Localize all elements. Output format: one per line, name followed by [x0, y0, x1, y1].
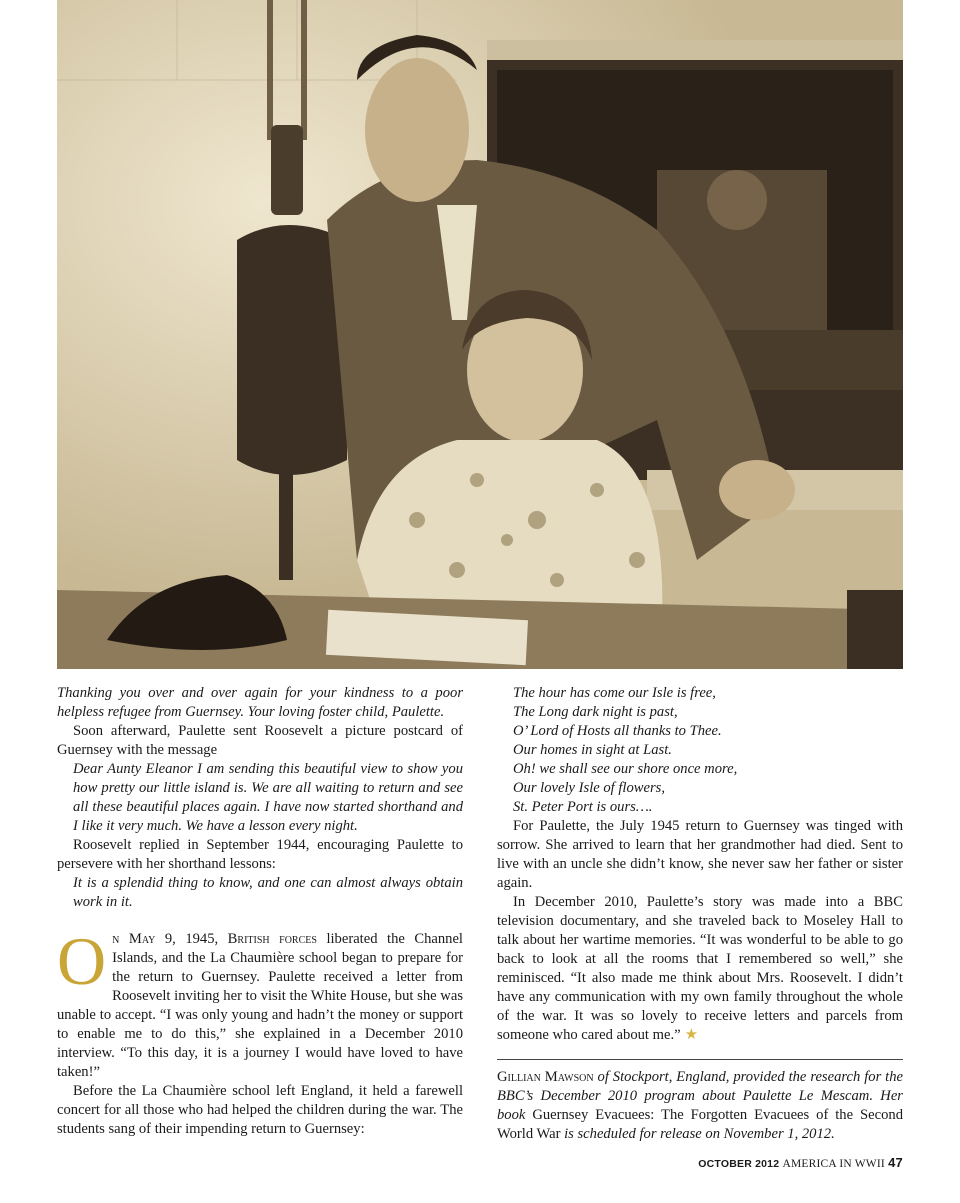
- para-liberation: [57, 923, 463, 1082]
- postcard-message: Dear Aunty Eleanor I am sending this beautiful view to show you how pretty our little island is. We are all waiting to return and see all these beautiful places again. I have now started shorthand and I like it very much. We have a lesson every night.: [73, 761, 463, 834]
- para-return: For Paulette, the July 1945 return to Guernsey was tinged with sorrow. She arrived to learn that her grandmother had died. Sent to live with an uncle she didn’t know, she never saw her father or sister again.: [497, 818, 903, 891]
- poem-line: St. Peter Port is ours….: [513, 799, 653, 815]
- page-number: 47: [888, 1155, 903, 1170]
- folio-month: OCTOBER 2012: [698, 1158, 780, 1170]
- left-column: [57, 684, 463, 1139]
- poem-line: The Long dark night is past,: [513, 704, 678, 720]
- photo-illustration: [57, 0, 903, 669]
- para-reply: Roosevelt replied in September 1944, encouraging Paulette to persevere with her shorthand lessons:: [57, 837, 463, 872]
- para-postcard: Soon afterward, Paulette sent Roosevelt a picture postcard of Guernsey with the message: [57, 723, 463, 758]
- letter-close: Thanking you over and over again for your kindness to a poor helpless refugee from Guernsey. Your loving foster child, Paulette.: [57, 685, 463, 720]
- archival-photo: [57, 0, 903, 669]
- bio-book-title: Guernsey Evacuees: The Forgotten Evacuees of the Second World War: [497, 1107, 903, 1142]
- poem-line: Our homes in sight at Last.: [513, 742, 672, 758]
- author-bio: [497, 1068, 903, 1144]
- poem-line: The hour has come our Isle is free,: [513, 685, 716, 701]
- folio-publication: AMERICA IN WWII: [782, 1158, 885, 1170]
- poem: [497, 684, 903, 817]
- page-folio: [698, 1155, 903, 1171]
- bio-text-2: is scheduled for release on November 1, 2012.: [560, 1126, 835, 1142]
- bio-divider: [497, 1059, 903, 1060]
- bio-author: Gillian Mawson: [497, 1069, 594, 1085]
- reply-quote: It is a splendid thing to know, and one can almost always obtain work in it.: [73, 875, 463, 910]
- lead-in: n May 9, 1945, British forces: [112, 931, 317, 947]
- para-bbc: [497, 893, 903, 1045]
- drop-cap: O: [57, 923, 107, 999]
- liberation-text: liberated the Channel Islands, and the La Chaumière school began to prepare for the return to Guernsey. Paulette received a letter from Roosevelt inviting her to visit the White House, but she was unable to accept. “I was only young and hadn’t the money or support to enable me to do this,” she explained in a December 2010 interview. “To this day, it is a journey I would have loved to have taken!”: [57, 931, 463, 1080]
- bio-text-1: of Stockport, England, provided the research for the BBC’s December 2010 program about Paulette Le Mescam. Her book: [497, 1069, 903, 1123]
- poem-line: Our lovely Isle of flowers,: [513, 780, 665, 796]
- right-column: [497, 684, 903, 1144]
- poem-line: O’ Lord of Hosts all thanks to Thee.: [513, 723, 722, 739]
- poem-line: Oh! we shall see our shore once more,: [513, 761, 738, 777]
- bbc-text: In December 2010, Paulette’s story was made into a BBC television documentary, and she traveled back to Moseley Hall to talk about her wartime memories. “It was wonderful to be able to go back to look at all the rooms that I remembered so well,” she reminisced. “It also made me think about Mrs. Roosevelt. I didn’t have any communication with my own family throughout the whole of the war. It was so lovely to receive letters and parcels from someone who cared about me.”: [497, 894, 903, 1043]
- para-concert: Before the La Chaumière school left England, it held a farewell concert for all those who had helped the children during the war. The students sang of their impending return to Guernsey:: [57, 1083, 463, 1137]
- star-icon: ★: [684, 1027, 699, 1043]
